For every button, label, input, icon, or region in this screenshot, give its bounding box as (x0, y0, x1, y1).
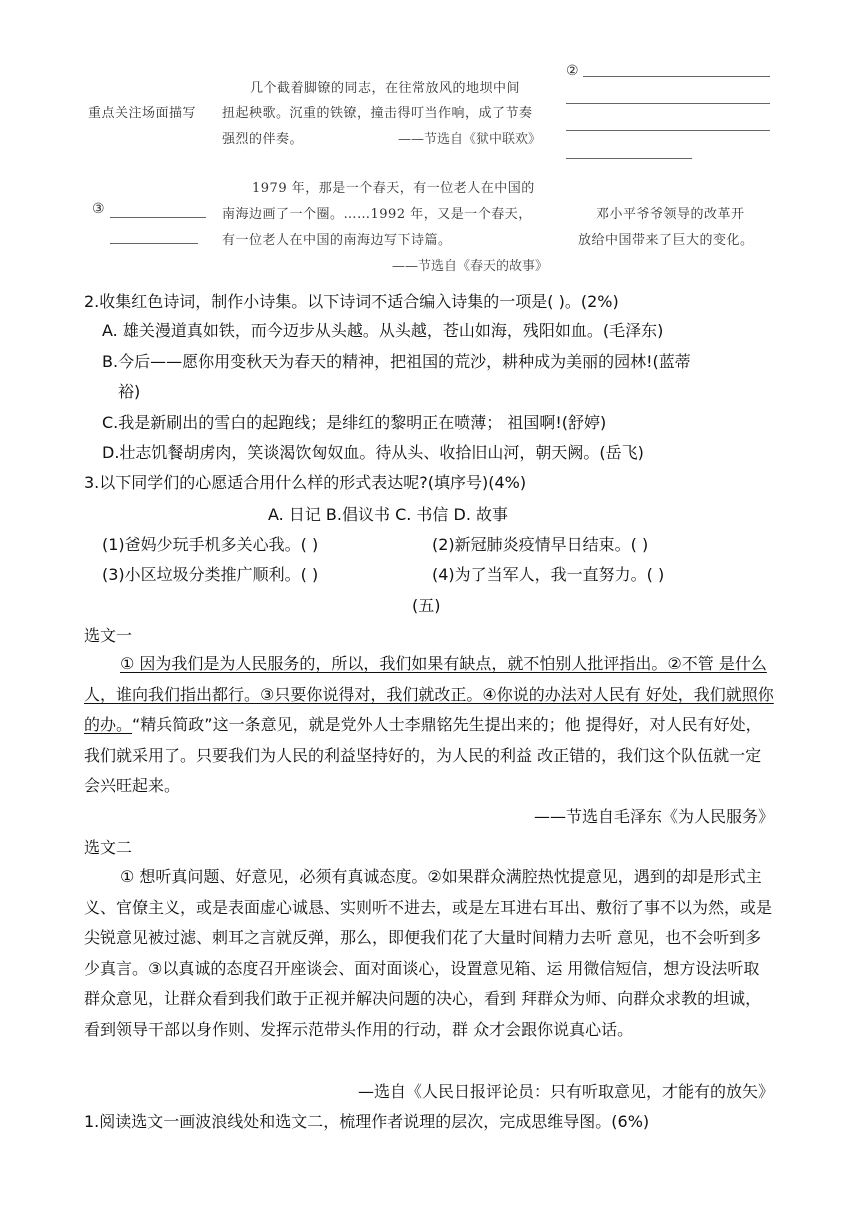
q5-1-stem: 1.阅读选文一画波浪线处和选文二，梳理作者说理的层次，完成思维导图。(6%) (84, 1112, 650, 1131)
q2-option-c: C.我是新刷出的雪白的起跑线；是绯红的黎明正在喷薄； 祖国啊!(舒婷) (102, 413, 607, 432)
section-heading: (五) (412, 596, 441, 615)
blank-marker-3: ③ (92, 201, 106, 217)
excerpt1-line1: 几个截着脚镣的同志，在往常放风的地坝中间 (250, 81, 521, 96)
q2-stem: 2.收集红色诗词，制作小诗集。以下诗词不适合编入诗集的一项是( )。(2%) (84, 292, 619, 311)
passage2-label: 选文二 (84, 838, 133, 857)
excerpt2-line2: 南海边画了一个圈。……1992 年，又是一个春天， (222, 207, 532, 222)
focus-label: 重点关注场面描写 (88, 106, 197, 121)
passage1-text (84, 649, 774, 799)
answer-blank[interactable] (566, 103, 770, 104)
answer-blank[interactable] (583, 76, 770, 77)
excerpt2-line3: 有一位老人在中国的南海边写下诗篇。 (222, 233, 452, 248)
q3-item-3: (3)小区垃圾分类推广顺利。( ) (102, 565, 319, 584)
excerpt2-source: ——节选自《春天的故事》 (392, 259, 549, 274)
excerpt2-line1: 1979 年，那是一个春天，有一位老人在中国的 (252, 181, 535, 196)
q2-option-a: A. 雄关漫道真如铁，而今迈步从头越。从头越，苍山如海，残阳如血。(毛泽东) (102, 321, 664, 340)
q3-stem: 3.以下同学们的心愿适合用什么样的形式表达呢?(填序号)(4%) (84, 473, 527, 492)
q2-option-b-line1: B.今后——愿你用变秋天为春天的精神，把祖国的荒沙，耕种成为美丽的园林!(蓝蒂 (102, 352, 691, 371)
passage2-source: —选自《人民日报评论员：只有听取意见，才能有的放矢》 (357, 1082, 774, 1101)
answer2-line2: 放给中国带来了巨大的变化。 (578, 233, 754, 248)
answer-blank[interactable] (110, 243, 198, 244)
passage1-label: 选文一 (84, 626, 133, 645)
q2-option-d: D.壮志饥餐胡虏肉，笑谈渴饮匈奴血。待从头、收拾旧山河，朝天阙。(岳飞) (102, 443, 644, 462)
q3-item-1: (1)爸妈少玩手机多关心我。( ) (102, 535, 319, 554)
answer-blank[interactable] (566, 158, 692, 159)
passage1-underlined: ① 因为我们是为人民服务的，所以，我们如果有缺点，就不怕别人批评指出。②不管 是什么人，谁向我们指出都行。③只要你说得对，我们就改正。④你说的办法对人民有 好处，我们就照你的办。 (84, 654, 774, 734)
q3-item-2: (2)新冠肺炎疫情早日结束。( ) (432, 535, 649, 554)
q3-item-4: (4)为了当军人，我一直努力。( ) (432, 565, 665, 584)
passage1-rest: “精兵简政”这一条意见，就是党外人士李鼎铭先生提出来的；他 提得好，对人民有好处，我们就采用了。只要我们为人民的利益坚持好的，为人民的利益 改正错的，我们这个队伍就一定会兴旺起来。 (84, 715, 762, 795)
answer-blank[interactable] (110, 217, 206, 218)
excerpt1-line2: 扭起秧歌。沉重的铁镣，撞击得叮当作响，成了节奏 (222, 106, 533, 121)
blank-marker-2: ② (566, 63, 580, 79)
answer2-line1: 邓小平爷爷领导的改革开 (596, 207, 745, 222)
q3-choices: A. 日记 B.倡议书 C. 书信 D. 故事 (268, 505, 508, 524)
excerpt1-source: ——节选自《狱中联欢》 (398, 132, 542, 147)
q2-option-b-line2: 裕) (118, 382, 141, 401)
answer-blank[interactable] (566, 130, 770, 131)
passage2-text: ① 想听真问题、好意见，必须有真诚态度。②如果群众满腔热忱提意见，遇到的却是形式主义、官僚主义，或是表面虚心诚恳、实则听不进去，或是左耳进右耳出、敷衍了事不以为然，或是尖锐意见被过滤、刺耳之言就反弹，那么，即便我们花了大量时间精力去听 意见，也不会听到多少真言。③以真诚的态度召开座谈会、面对面谈心，设置意见箱、运 用微信短信，想方设法听取群众意见，让群众看到我们敢于正视并解决问题的决心，看到 拜群众为师、向群众求教的坦诚，看到领导干部以身作则、发挥示范带头作用的行动，群 众才会跟你说真心话。 (84, 867, 773, 1039)
excerpt1-line3: 强烈的伴奏。 (222, 132, 304, 147)
passage1-source: ——节选自毛泽东《为人民服务》 (533, 807, 774, 826)
